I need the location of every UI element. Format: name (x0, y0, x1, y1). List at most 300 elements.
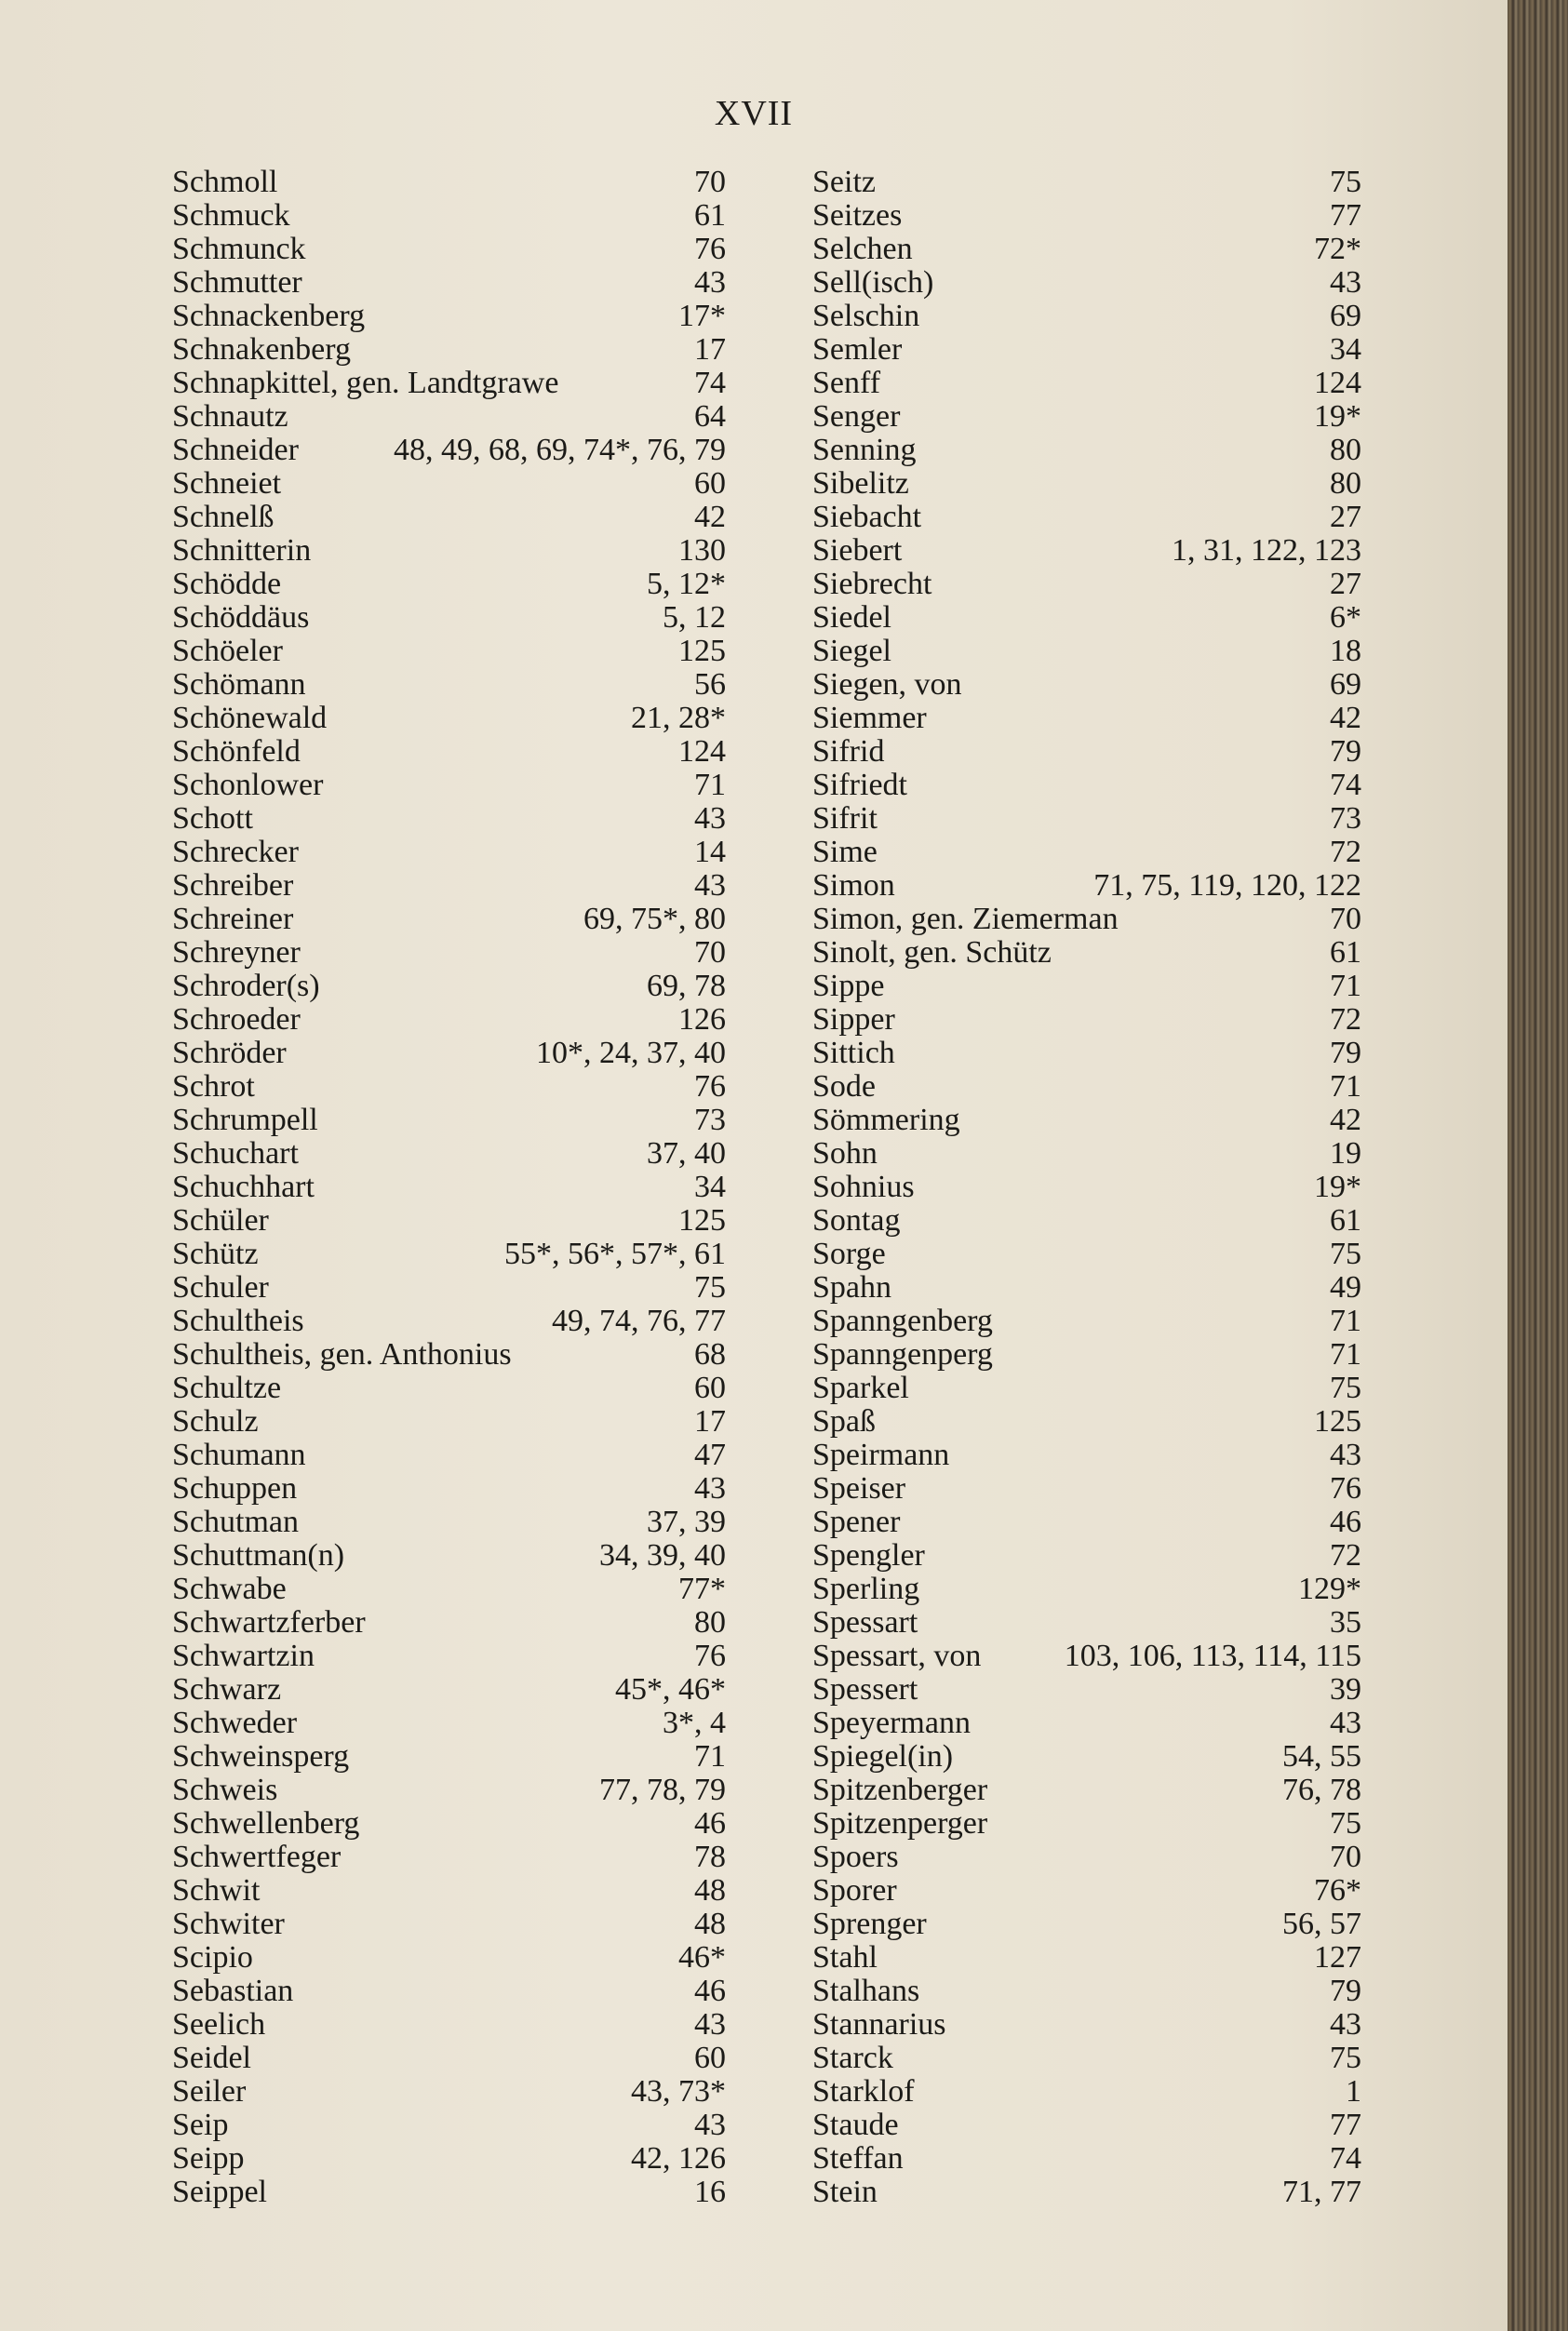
entry-pages: 61 (1330, 935, 1361, 970)
entry-pages: 127 (1314, 1940, 1361, 1975)
index-entry (812, 467, 1361, 501)
entry-pages: 69 (1330, 299, 1361, 333)
entry-name: Schweder (172, 1706, 298, 1740)
index-entry (172, 769, 726, 802)
entry-pages: 74 (694, 366, 726, 400)
index-entry (172, 668, 726, 702)
entry-pages: 1, 31, 122, 123 (1172, 533, 1361, 568)
entry-name: Schnackenberg (172, 299, 366, 333)
entry-name: Sinolt, gen. Schütz (812, 935, 1052, 970)
entry-name: Schönfeld (172, 734, 301, 769)
index-entry (172, 2142, 726, 2176)
index-entry (172, 367, 726, 400)
index-entry (812, 1841, 1361, 1874)
entry-pages: 72 (1330, 835, 1361, 869)
entry-pages: 80 (694, 1605, 726, 1640)
entry-name: Starklof (812, 2074, 915, 2109)
index-entry (172, 1707, 726, 1740)
entry-pages: 17 (694, 1404, 726, 1439)
index-entry (812, 1506, 1361, 1539)
entry-pages: 48 (694, 1873, 726, 1908)
entry-name: Spitzenperger (812, 1806, 988, 1841)
entry-pages: 19 (1330, 1136, 1361, 1171)
entry-pages: 75 (1330, 1806, 1361, 1841)
entry-pages: 126 (678, 1002, 726, 1037)
entry-name: Spessart, von (812, 1639, 982, 1673)
index-entry (812, 601, 1361, 635)
index-entry (812, 668, 1361, 702)
entry-pages: 129* (1298, 1572, 1361, 1606)
entry-name: Starck (812, 2041, 893, 2075)
entry-pages: 16 (694, 2175, 726, 2209)
index-entry (812, 1774, 1361, 1807)
index-entry (172, 1941, 726, 1975)
entry-name: Sode (812, 1069, 876, 1104)
index-entry (172, 534, 726, 568)
entry-pages: 79 (1330, 1036, 1361, 1070)
entry-name: Schöeler (172, 634, 283, 668)
entry-name: Simon, gen. Ziemerman (812, 902, 1119, 936)
index-entry (812, 2042, 1361, 2075)
index-entry (812, 1104, 1361, 1137)
index-entry (812, 1070, 1361, 1104)
index-entry (172, 1003, 726, 1037)
index-entry (812, 400, 1361, 434)
entry-name: Sell(isch) (812, 265, 934, 300)
index-entry (172, 1238, 726, 1271)
index-entry (812, 568, 1361, 601)
entry-name: Schultze (172, 1371, 282, 1405)
index-entry (812, 1673, 1361, 1707)
entry-pages: 70 (694, 935, 726, 970)
entry-name: Schreiner (172, 902, 294, 936)
index-entry (812, 1405, 1361, 1439)
entry-name: Schmuck (172, 198, 290, 233)
entry-name: Schöddäus (172, 600, 310, 635)
index-entry (172, 1506, 726, 1539)
entry-name: Schnautz (172, 399, 288, 434)
entry-name: Schwellenberg (172, 1806, 360, 1841)
entry-name: Schonlower (172, 768, 324, 802)
index-entry (172, 1472, 726, 1506)
entry-name: Sime (812, 835, 878, 869)
entry-name: Schwartzin (172, 1639, 315, 1673)
index-entry (812, 735, 1361, 769)
entry-name: Seitz (812, 165, 876, 199)
entry-pages: 124 (678, 734, 726, 769)
entry-name: Schwit (172, 1873, 261, 1908)
entry-name: Schreiber (172, 868, 294, 903)
index-entry (172, 970, 726, 1003)
entry-pages: 35 (1330, 1605, 1361, 1640)
index-entry (172, 1874, 726, 1908)
entry-name: Sipper (812, 1002, 895, 1037)
index-entry (172, 400, 726, 434)
entry-pages: 73 (694, 1103, 726, 1137)
index-entry (812, 1204, 1361, 1238)
index-entry (172, 333, 726, 367)
index-entry (812, 300, 1361, 333)
entry-pages: 71, 75, 119, 120, 122 (1093, 868, 1361, 903)
index-entry (812, 1003, 1361, 1037)
entry-pages: 17* (678, 299, 726, 333)
index-entry (172, 1171, 726, 1204)
index-entry (172, 199, 726, 233)
entry-pages: 43 (694, 1471, 726, 1506)
index-entry (172, 1740, 726, 1774)
entry-name: Spessart (812, 1605, 918, 1640)
entry-name: Schroeder (172, 1002, 301, 1037)
entry-pages: 77 (1330, 2108, 1361, 2142)
index-entry (812, 2176, 1361, 2209)
index-entry (812, 1338, 1361, 1372)
entry-name: Schuler (172, 1270, 269, 1305)
entry-pages: 27 (1330, 567, 1361, 601)
index-entry (172, 1338, 726, 1372)
index-entry (172, 1673, 726, 1707)
index-entry (172, 1137, 726, 1171)
entry-pages: 48 (694, 1907, 726, 1941)
entry-pages: 125 (678, 1203, 726, 1238)
entry-name: Spessert (812, 1672, 918, 1707)
index-entry (812, 333, 1361, 367)
index-entry (812, 903, 1361, 936)
index-entry (812, 434, 1361, 467)
entry-name: Schweis (172, 1773, 278, 1807)
entry-pages: 46 (694, 1974, 726, 2008)
entry-name: Spiegel(in) (812, 1739, 954, 1774)
index-entry (172, 266, 726, 300)
entry-name: Sontag (812, 1203, 901, 1238)
index-column-left (172, 166, 726, 2209)
entry-name: Sifriedt (812, 768, 907, 802)
entry-name: Schreyner (172, 935, 301, 970)
entry-pages: 71 (1330, 1304, 1361, 1338)
entry-pages: 77, 78, 79 (599, 1773, 726, 1807)
index-entry (812, 1305, 1361, 1338)
index-entry (812, 869, 1361, 903)
entry-pages: 60 (694, 1371, 726, 1405)
index-entry (812, 1439, 1361, 1472)
index-entry (172, 1305, 726, 1338)
entry-pages: 71 (1330, 969, 1361, 1003)
index-entry (172, 1908, 726, 1941)
entry-name: Sperling (812, 1572, 920, 1606)
entry-name: Senning (812, 433, 917, 467)
index-entry (172, 467, 726, 501)
index-entry (172, 2109, 726, 2142)
entry-pages: 47 (694, 1438, 726, 1472)
index-entry (812, 702, 1361, 735)
entry-pages: 61 (694, 198, 726, 233)
entry-name: Stahl (812, 1940, 878, 1975)
entry-name: Siebrecht (812, 567, 932, 601)
entry-name: Sorge (812, 1237, 886, 1271)
index-entry (812, 1271, 1361, 1305)
entry-name: Schuchart (172, 1136, 299, 1171)
index-entry (812, 1238, 1361, 1271)
entry-pages: 71 (1330, 1069, 1361, 1104)
entry-name: Schmoll (172, 165, 278, 199)
entry-pages: 76* (1314, 1873, 1361, 1908)
entry-pages: 76 (1330, 1471, 1361, 1506)
entry-pages: 70 (1330, 902, 1361, 936)
entry-name: Steffan (812, 2141, 904, 2176)
entry-pages: 43, 73* (631, 2074, 726, 2109)
entry-name: Schönewald (172, 701, 328, 735)
entry-name: Schwabe (172, 1572, 287, 1606)
entry-name: Schultheis, gen. Anthonius (172, 1337, 512, 1372)
entry-name: Sebastian (172, 1974, 294, 2008)
index-entry (172, 1037, 726, 1070)
entry-name: Schödde (172, 567, 282, 601)
index-entry (812, 2075, 1361, 2109)
entry-pages: 43 (694, 265, 726, 300)
entry-pages: 46* (678, 1940, 726, 1975)
index-entry (172, 836, 726, 869)
index-column-right (812, 166, 1361, 2209)
entry-pages: 49 (1330, 1270, 1361, 1305)
entry-pages: 43 (694, 868, 726, 903)
index-entry (812, 1573, 1361, 1606)
entry-pages: 69, 78 (647, 969, 726, 1003)
entry-pages: 76 (694, 1639, 726, 1673)
entry-name: Simon (812, 868, 895, 903)
entry-pages: 43 (1330, 2007, 1361, 2042)
entry-pages: 5, 12 (663, 600, 726, 635)
entry-pages: 75 (694, 1270, 726, 1305)
index-entry (812, 367, 1361, 400)
index-entry (812, 1372, 1361, 1405)
entry-pages: 60 (694, 466, 726, 501)
entry-name: Seelich (172, 2007, 266, 2042)
entry-name: Schütz (172, 1237, 259, 1271)
index-entry (172, 501, 726, 534)
entry-pages: 42, 126 (631, 2141, 726, 2176)
entry-name: Sprenger (812, 1907, 927, 1941)
entry-pages: 3*, 4 (663, 1706, 726, 1740)
entry-name: Schüler (172, 1203, 269, 1238)
entry-name: Semler (812, 332, 903, 367)
entry-name: Schweinsperg (172, 1739, 350, 1774)
entry-pages: 45*, 46* (615, 1672, 726, 1707)
book-spine-edge (1508, 0, 1568, 2331)
index-entry (812, 769, 1361, 802)
entry-name: Staude (812, 2108, 899, 2142)
entry-name: Schuttman(n) (172, 1538, 345, 1573)
index-entry (812, 1941, 1361, 1975)
entry-pages: 34 (1330, 332, 1361, 367)
entry-pages: 6* (1330, 600, 1361, 635)
index-entry (172, 233, 726, 266)
entry-pages: 10*, 24, 37, 40 (536, 1036, 726, 1070)
entry-name: Seipp (172, 2141, 245, 2176)
index-entry (172, 936, 726, 970)
entry-name: Spaß (812, 1404, 876, 1439)
entry-name: Sohnius (812, 1170, 915, 1204)
entry-pages: 130 (678, 533, 726, 568)
index-entry (812, 1171, 1361, 1204)
entry-name: Schumann (172, 1438, 306, 1472)
entry-pages: 43 (1330, 1438, 1361, 1472)
entry-name: Siegen, von (812, 667, 962, 702)
index-entry (812, 534, 1361, 568)
entry-pages: 37, 40 (647, 1136, 726, 1171)
entry-pages: 71 (1330, 1337, 1361, 1372)
entry-pages: 74 (1330, 2141, 1361, 2176)
entry-pages: 78 (694, 1840, 726, 1874)
entry-name: Speirmann (812, 1438, 950, 1472)
index-entry (172, 635, 726, 668)
index-entry (812, 1037, 1361, 1070)
entry-name: Seitzes (812, 198, 903, 233)
entry-name: Sippe (812, 969, 885, 1003)
entry-name: Siebacht (812, 500, 922, 534)
entry-pages: 76 (694, 1069, 726, 1104)
entry-pages: 19* (1314, 1170, 1361, 1204)
entry-pages: 48, 49, 68, 69, 74*, 76, 79 (394, 433, 726, 467)
entry-name: Schrot (172, 1069, 255, 1104)
entry-pages: 71, 77 (1282, 2175, 1361, 2209)
entry-name: Sittich (812, 1036, 895, 1070)
entry-pages: 43 (694, 2007, 726, 2042)
entry-name: Schneiet (172, 466, 282, 501)
entry-name: Spitzenberger (812, 1773, 988, 1807)
entry-pages: 68 (694, 1337, 726, 1372)
entry-name: Schömann (172, 667, 306, 702)
entry-pages: 42 (1330, 1103, 1361, 1137)
entry-pages: 21, 28* (631, 701, 726, 735)
entry-pages: 42 (694, 500, 726, 534)
index-entry (812, 802, 1361, 836)
entry-name: Siegel (812, 634, 891, 668)
index-entry (172, 1606, 726, 1640)
entry-name: Sparkel (812, 1371, 909, 1405)
index-entry (172, 1271, 726, 1305)
index-entry (172, 869, 726, 903)
entry-name: Schwertfeger (172, 1840, 342, 1874)
entry-pages: 103, 106, 113, 114, 115 (1064, 1639, 1361, 1673)
index-entry (812, 1807, 1361, 1841)
entry-pages: 72* (1314, 232, 1361, 266)
entry-name: Sibelitz (812, 466, 909, 501)
index-entry (172, 2008, 726, 2042)
entry-pages: 125 (678, 634, 726, 668)
index-entry (812, 1137, 1361, 1171)
entry-pages: 43 (1330, 265, 1361, 300)
entry-name: Spener (812, 1505, 901, 1539)
entry-pages: 61 (1330, 1203, 1361, 1238)
entry-pages: 125 (1314, 1404, 1361, 1439)
entry-name: Schwartzferber (172, 1605, 366, 1640)
entry-name: Spengler (812, 1538, 925, 1573)
entry-pages: 75 (1330, 165, 1361, 199)
entry-pages: 1 (1346, 2074, 1361, 2109)
entry-pages: 77 (1330, 198, 1361, 233)
index-entry (812, 233, 1361, 266)
entry-name: Spanngenperg (812, 1337, 993, 1372)
entry-pages: 71 (694, 768, 726, 802)
entry-name: Sifrid (812, 734, 885, 769)
entry-pages: 43 (694, 2108, 726, 2142)
entry-pages: 70 (1330, 1840, 1361, 1874)
entry-name: Schmutter (172, 265, 302, 300)
entry-name: Schott (172, 801, 253, 836)
index-entry (172, 735, 726, 769)
entry-pages: 56 (694, 667, 726, 702)
entry-pages: 37, 39 (647, 1505, 726, 1539)
index-entry (812, 836, 1361, 869)
entry-pages: 46 (694, 1806, 726, 1841)
entry-name: Schwarz (172, 1672, 282, 1707)
index-entry (812, 1472, 1361, 1506)
entry-pages: 75 (1330, 2041, 1361, 2075)
index-entry (812, 970, 1361, 1003)
entry-name: Schnakenberg (172, 332, 351, 367)
entry-pages: 72 (1330, 1002, 1361, 1037)
index-entry (812, 199, 1361, 233)
entry-pages: 64 (694, 399, 726, 434)
entry-name: Schnapkittel, gen. Landtgrawe (172, 366, 559, 400)
entry-name: Schnelß (172, 500, 275, 534)
index-entry (812, 266, 1361, 300)
entry-pages: 27 (1330, 500, 1361, 534)
entry-name: Schrumpell (172, 1103, 318, 1137)
entry-name: Schmunck (172, 232, 306, 266)
index-entry (172, 1070, 726, 1104)
entry-name: Sifrit (812, 801, 878, 836)
index-entry (172, 1975, 726, 2008)
index-entry (172, 903, 726, 936)
entry-name: Selchen (812, 232, 913, 266)
entry-name: Senff (812, 366, 881, 400)
entry-pages: 74 (1330, 768, 1361, 802)
index-entry (812, 1874, 1361, 1908)
entry-name: Stein (812, 2175, 878, 2209)
entry-name: Schrecker (172, 835, 299, 869)
index-entry (172, 1204, 726, 1238)
index-entry (172, 1640, 726, 1673)
index-entry (812, 166, 1361, 199)
entry-pages: 55*, 56*, 57*, 61 (504, 1237, 726, 1271)
entry-pages: 19* (1314, 399, 1361, 434)
index-entry (172, 434, 726, 467)
index-entry (812, 936, 1361, 970)
entry-name: Speyermann (812, 1706, 971, 1740)
entry-pages: 76, 78 (1282, 1773, 1361, 1807)
index-entry (172, 2075, 726, 2109)
entry-name: Siedel (812, 600, 891, 635)
entry-name: Schneider (172, 433, 299, 467)
entry-name: Schultheis (172, 1304, 304, 1338)
entry-name: Spahn (812, 1270, 891, 1305)
index-entry (812, 1640, 1361, 1673)
entry-name: Schnitterin (172, 533, 312, 568)
entry-pages: 70 (694, 165, 726, 199)
entry-name: Seiler (172, 2074, 247, 2109)
entry-pages: 72 (1330, 1538, 1361, 1573)
index-entry (812, 1908, 1361, 1941)
entry-pages: 18 (1330, 634, 1361, 668)
entry-pages: 56, 57 (1282, 1907, 1361, 1941)
index-entry (172, 1439, 726, 1472)
entry-pages: 69, 75*, 80 (583, 902, 726, 936)
entry-name: Stannarius (812, 2007, 946, 2042)
index-entry (812, 2109, 1361, 2142)
entry-name: Schulz (172, 1404, 259, 1439)
entry-pages: 14 (694, 835, 726, 869)
index-entry (172, 601, 726, 635)
